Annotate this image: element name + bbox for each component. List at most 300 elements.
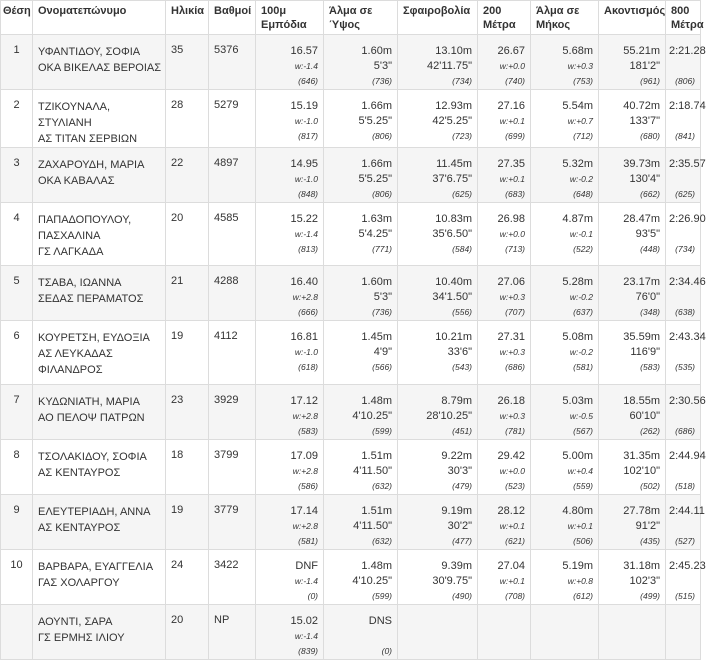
event-mark: 40.72m (623, 100, 660, 112)
athlete-name: ΥΦΑΝΤΙΔΟΥ, ΣΟΦΙΑ (38, 46, 141, 58)
cell-e7 (666, 203, 706, 266)
event-mark (481, 614, 525, 629)
event-detail: w:+0.7 (567, 116, 593, 126)
cell-place: 6 (1, 321, 33, 385)
event-mark: 27.04 (497, 560, 525, 572)
event-detail: 37'6.75" (432, 173, 472, 185)
cell-name (33, 266, 166, 321)
event-detail: w:-1.4 (294, 61, 318, 71)
event-mark: 35.59m (623, 331, 660, 343)
event-points: (543) (452, 362, 472, 372)
event-detail: w:+0.8 (567, 576, 593, 586)
cell-e2 (324, 495, 398, 550)
event-points: (599) (372, 426, 392, 436)
event-points: (806) (372, 189, 392, 199)
event-detail: w:+0.3 (499, 411, 525, 421)
athlete-name: ΤΖΙΚΟΥΝΑΛΑ, ΣΤΥΛΙΑΝΗ (38, 101, 111, 129)
cell-e4 (478, 495, 531, 550)
athlete-club: ΣΕΔΑΣ ΠΕΡΑΜΑΤΟΣ (38, 293, 144, 305)
table-row (1, 203, 701, 266)
event-detail: 102'10" (623, 465, 660, 477)
cell-name (33, 90, 166, 148)
cell-place: 9 (1, 495, 33, 550)
event-detail: w:+0.1 (499, 576, 525, 586)
event-mark: 29.42 (497, 450, 525, 462)
event-detail (327, 629, 392, 644)
event-detail: 4'10.25" (352, 575, 392, 587)
event-points: (0) (381, 646, 392, 656)
event-mark: 55.21m (623, 45, 660, 57)
event-mark: 17.09 (290, 450, 318, 462)
event-mark: 10.21m (435, 331, 472, 343)
cell-points: 4288 (209, 266, 256, 321)
athlete-name: ΖΑΧΑΡΟΥΔΗ, ΜΑΡΙΑ (38, 159, 145, 171)
athlete-club: ΓΣ ΛΑΓΚΑΔΑ (38, 246, 104, 258)
table-row (1, 266, 701, 321)
event-points: (523) (505, 481, 525, 491)
event-points: (753) (573, 76, 593, 86)
event-mark: 10.83m (435, 213, 472, 225)
table-row (1, 90, 701, 148)
event-detail: w:-1.4 (294, 229, 318, 239)
event-points: (712) (573, 131, 593, 141)
event-detail: w:+0.3 (499, 347, 525, 357)
event-mark: 26.67 (497, 45, 525, 57)
event-mark: 15.19 (290, 100, 318, 112)
cell-e5 (531, 148, 599, 203)
event-detail: w:+2.8 (292, 521, 318, 531)
cell-name (33, 605, 166, 660)
cell-age: 21 (166, 266, 209, 321)
event-detail: w:+2.8 (292, 411, 318, 421)
header-name[interactable]: Ονοματεπώνυμο (33, 1, 166, 35)
event-detail (401, 629, 472, 644)
event-mark: 5.28m (562, 276, 593, 288)
event-detail: 30'9.75" (432, 575, 472, 587)
cell-e3 (398, 495, 478, 550)
cell-name (33, 203, 166, 266)
event-detail (669, 464, 695, 479)
cell-e4 (478, 605, 531, 660)
event-detail: w:+0.1 (499, 521, 525, 531)
cell-place: 5 (1, 266, 33, 321)
cell-e2 (324, 605, 398, 660)
event-detail (481, 629, 525, 644)
cell-place: 3 (1, 148, 33, 203)
athlete-club: ΑΣ ΚΕΝΤΑΥΡΟΣ (38, 522, 121, 534)
cell-e1 (256, 440, 324, 495)
event-points: (499) (640, 591, 660, 601)
cell-e6 (599, 440, 666, 495)
event-points: (556) (452, 307, 472, 317)
header-long-jump[interactable]: Άλμα σε Μήκος (531, 1, 599, 35)
event-points: (736) (372, 76, 392, 86)
event-points: (348) (640, 307, 660, 317)
header-javelin[interactable]: Ακοντισμός (599, 1, 666, 35)
event-mark: 17.12 (290, 395, 318, 407)
athlete-name: ΠΑΣΧΑΛΙΝΑ (38, 230, 101, 242)
event-detail: 30'3" (447, 465, 472, 477)
event-points: (567) (573, 426, 593, 436)
event-detail: 130'4" (629, 173, 660, 185)
event-mark: 2:45.23 (669, 560, 706, 572)
event-points: (490) (452, 591, 472, 601)
event-mark: 5.32m (562, 158, 593, 170)
header-high-jump[interactable]: Άλμα σε Ύψος (324, 1, 398, 35)
event-mark: 31.35m (623, 450, 660, 462)
table-row (1, 35, 701, 90)
athlete-name: ΕΛΕΥΤΕΡΙΑΔΗ, ΑΝΝΑ (38, 506, 151, 518)
event-points: (813) (298, 244, 318, 254)
event-points (401, 644, 472, 659)
cell-e1 (256, 35, 324, 90)
event-detail: 91'2" (635, 520, 660, 532)
table-row (1, 605, 701, 660)
cell-e2 (324, 385, 398, 440)
cell-e3 (398, 35, 478, 90)
athlete-club: ΓΑΣ ΧΟΛΑΡΓΟΥ (38, 577, 120, 589)
event-mark: 2:30.56 (669, 395, 706, 407)
event-mark: 10.40m (435, 276, 472, 288)
cell-e5 (531, 495, 599, 550)
event-points: (479) (452, 481, 472, 491)
event-detail: 116'9" (630, 346, 660, 358)
event-mark: 23.17m (623, 276, 660, 288)
cell-e4 (478, 385, 531, 440)
header-800m[interactable]: 800 Μέτρα (666, 1, 701, 35)
header-points[interactable]: Βαθμοί (209, 1, 256, 35)
event-mark (534, 614, 593, 629)
cell-e1 (256, 266, 324, 321)
athlete-name: ΑΟΥΝΤΙ, ΣΑΡΑ (38, 616, 113, 628)
event-points: (451) (452, 426, 472, 436)
event-mark: 1.51m (361, 505, 392, 517)
cell-e6 (599, 148, 666, 203)
cell-points: 5279 (209, 90, 256, 148)
cell-e3 (398, 385, 478, 440)
event-points: (736) (372, 307, 392, 317)
event-detail: 5'3" (373, 291, 392, 303)
event-points: (817) (298, 131, 318, 141)
event-points: (448) (640, 244, 660, 254)
event-points: (0) (307, 591, 318, 601)
event-mark: 2:34.46 (669, 276, 706, 288)
event-detail: w:+0.1 (567, 521, 593, 531)
event-mark: DNS (368, 615, 392, 627)
cell-points: 5376 (209, 35, 256, 90)
cell-age: 18 (166, 440, 209, 495)
cell-e6 (599, 495, 666, 550)
cell-age: 35 (166, 35, 209, 90)
header-age[interactable]: Ηλικία (166, 1, 209, 35)
event-points: (781) (505, 426, 525, 436)
event-mark: 12.93m (435, 100, 472, 112)
cell-e7 (666, 90, 706, 148)
event-detail: 42'5.25" (432, 115, 472, 127)
event-points: (707) (505, 307, 525, 317)
event-points: (599) (372, 591, 392, 601)
athlete-club: ΓΣ ΕΡΜΗΣ ΙΛΙΟΥ (38, 632, 125, 644)
event-detail: w:+2.8 (292, 466, 318, 476)
event-points: (686) (675, 426, 695, 436)
event-mark: 16.57 (290, 45, 318, 57)
athlete-club: ΑΟ ΠΕΛΟΨ ΠΑΤΡΩΝ (38, 412, 145, 424)
cell-e6 (599, 90, 666, 148)
cell-points: 3779 (209, 495, 256, 550)
event-detail: w:-1.0 (294, 116, 318, 126)
cell-age: 20 (166, 605, 209, 660)
table-row (1, 385, 701, 440)
header-200m[interactable]: 200 Μέτρα (478, 1, 531, 35)
event-detail (669, 59, 695, 74)
event-points: (612) (573, 591, 593, 601)
cell-name (33, 385, 166, 440)
cell-place: 4 (1, 203, 33, 266)
event-detail: 34'1.50" (432, 291, 472, 303)
athlete-club: ΟΚΑ ΚΑΒΑΛΑΣ (38, 175, 115, 187)
event-detail: w:+0.3 (499, 292, 525, 302)
event-detail: w:+0.1 (499, 174, 525, 184)
cell-e6 (599, 321, 666, 385)
cell-e2 (324, 440, 398, 495)
event-points: (734) (675, 244, 695, 254)
event-detail: w:+0.0 (499, 466, 525, 476)
event-detail: 30'2" (447, 520, 472, 532)
cell-e7 (666, 321, 706, 385)
event-mark: 1.51m (361, 450, 392, 462)
athlete-name: ΑΣ ΛΕΥΚΑΔΑΣ (38, 348, 113, 360)
athlete-club: ΦΙΛΑΝΔΡΟΣ (38, 364, 103, 376)
event-detail (534, 629, 593, 644)
event-points: (435) (640, 536, 660, 546)
event-mark: 13.10m (435, 45, 472, 57)
event-detail: 93'5" (635, 228, 660, 240)
cell-name (33, 148, 166, 203)
event-points: (683) (505, 189, 525, 199)
event-points: (806) (675, 76, 695, 86)
cell-e2 (324, 203, 398, 266)
event-detail: w:+0.1 (499, 116, 525, 126)
event-detail (669, 629, 695, 644)
event-points: (502) (640, 481, 660, 491)
cell-e1 (256, 148, 324, 203)
cell-e2 (324, 266, 398, 321)
event-mark: 4.87m (562, 213, 593, 225)
event-mark: 17.14 (290, 505, 318, 517)
event-points: (713) (505, 244, 525, 254)
event-points: (708) (505, 591, 525, 601)
event-detail: w:-1.4 (294, 631, 318, 641)
event-points: (848) (298, 189, 318, 199)
event-points: (648) (573, 189, 593, 199)
cell-e2 (324, 90, 398, 148)
cell-e1 (256, 605, 324, 660)
cell-e4 (478, 35, 531, 90)
event-points: (618) (298, 362, 318, 372)
cell-name (33, 35, 166, 90)
cell-place: 7 (1, 385, 33, 440)
event-mark (669, 614, 695, 629)
cell-points: NP (209, 605, 256, 660)
event-mark (602, 614, 660, 629)
event-points: (581) (573, 362, 593, 372)
event-mark: 5.03m (562, 395, 593, 407)
event-points (481, 644, 525, 659)
cell-e3 (398, 550, 478, 605)
cell-name (33, 550, 166, 605)
cell-e2 (324, 35, 398, 90)
cell-e6 (599, 605, 666, 660)
athlete-name: ΤΣΑΒΑ, ΙΩΑΝΝΑ (38, 277, 122, 289)
cell-e5 (531, 203, 599, 266)
event-points: (518) (675, 481, 695, 491)
cell-name (33, 440, 166, 495)
event-detail: w:-1.4 (294, 576, 318, 586)
event-mark: DNF (295, 560, 318, 572)
event-mark: 5.19m (562, 560, 593, 572)
cell-e7 (666, 440, 706, 495)
cell-e4 (478, 90, 531, 148)
event-detail: 133'7" (629, 115, 660, 127)
cell-points: 3422 (209, 550, 256, 605)
header-100m-hurdles[interactable]: 100μ Εμπόδια (256, 1, 324, 35)
event-mark: 27.06 (497, 276, 525, 288)
event-mark: 2:44.11 (669, 505, 705, 517)
cell-e5 (531, 90, 599, 148)
athlete-club: ΑΣ ΚΕΝΤΑΥΡΟΣ (38, 467, 121, 479)
event-mark: 1.60m (361, 45, 392, 57)
event-points: (632) (372, 536, 392, 546)
event-detail: 42'11.75" (427, 60, 472, 72)
event-detail: w:+0.4 (567, 466, 593, 476)
cell-e6 (599, 203, 666, 266)
cell-e7 (666, 495, 705, 550)
event-detail: 76'0" (635, 291, 660, 303)
cell-e5 (531, 266, 599, 321)
event-points: (839) (298, 646, 318, 656)
cell-e3 (398, 440, 478, 495)
cell-e4 (478, 440, 531, 495)
event-points: (621) (505, 536, 525, 546)
athlete-name: ΒΑΡΒΑΡΑ, ΕΥΑΓΓΕΛΙΑ (38, 561, 154, 573)
event-detail: 5'4.25" (358, 228, 392, 240)
event-mark: 8.79m (441, 395, 472, 407)
event-points (669, 644, 695, 659)
cell-e5 (531, 440, 599, 495)
event-mark: 2:44.94 (669, 450, 706, 462)
cell-e3 (398, 266, 478, 321)
header-shot-put[interactable]: Σφαιροβολία (398, 1, 478, 35)
cell-e3 (398, 90, 478, 148)
cell-e2 (324, 321, 398, 385)
event-detail: 5'5.25" (358, 115, 392, 127)
event-detail: w:-0.2 (569, 347, 593, 357)
event-detail (669, 519, 695, 534)
cell-age: 28 (166, 90, 209, 148)
event-points: (527) (675, 536, 695, 546)
event-mark: 31.18m (623, 560, 660, 572)
event-detail: w:+0.3 (567, 61, 593, 71)
event-points: (583) (298, 426, 318, 436)
cell-name (33, 321, 166, 385)
event-mark: 1.48m (361, 560, 392, 572)
table-row (1, 321, 701, 385)
event-mark: 11.45m (436, 158, 472, 170)
event-mark: 9.19m (441, 505, 472, 517)
cell-e7 (666, 148, 706, 203)
cell-points: 4112 (209, 321, 256, 385)
cell-age: 20 (166, 203, 209, 266)
event-points: (723) (452, 131, 472, 141)
event-detail: w:-1.0 (294, 174, 318, 184)
event-detail: 5'3" (373, 60, 392, 72)
cell-e2 (324, 550, 398, 605)
event-points: (566) (372, 362, 392, 372)
cell-e5 (531, 550, 599, 605)
event-mark: 14.95 (290, 158, 318, 170)
cell-points: 4897 (209, 148, 256, 203)
cell-place: 2 (1, 90, 33, 148)
cell-e4 (478, 550, 531, 605)
event-points: (559) (573, 481, 593, 491)
cell-e7 (666, 266, 706, 321)
cell-points: 4585 (209, 203, 256, 266)
event-mark: 26.98 (497, 213, 525, 225)
event-points: (586) (298, 481, 318, 491)
event-mark: 2:43.34 (669, 331, 706, 343)
cell-age: 19 (166, 495, 209, 550)
event-mark: 2:35.57 (669, 158, 706, 170)
event-points: (662) (640, 189, 660, 199)
cell-e6 (599, 266, 666, 321)
event-detail (669, 290, 695, 305)
event-points: (262) (640, 426, 660, 436)
event-detail: w:-1.0 (294, 347, 318, 357)
cell-e4 (478, 321, 531, 385)
cell-e5 (531, 605, 599, 660)
event-mark (401, 614, 472, 629)
event-points: (806) (372, 131, 392, 141)
table-row (1, 550, 701, 605)
event-mark: 27.31 (497, 331, 525, 343)
event-mark: 2:26.90 (669, 213, 706, 225)
event-detail: w:-0.5 (569, 411, 593, 421)
event-points: (740) (505, 76, 525, 86)
event-points: (522) (573, 244, 593, 254)
cell-place: 8 (1, 440, 33, 495)
event-mark: 2:21.28 (669, 45, 706, 57)
event-detail (669, 574, 695, 589)
event-detail: 5'5.25" (358, 173, 392, 185)
event-detail: w:+2.8 (292, 292, 318, 302)
event-mark: 1.66m (361, 100, 392, 112)
cell-e1 (256, 550, 324, 605)
cell-points: 3929 (209, 385, 256, 440)
event-detail: 181'2" (629, 60, 660, 72)
event-mark: 15.22 (290, 213, 318, 225)
header-place[interactable]: Θέση (1, 1, 33, 35)
event-points: (584) (452, 244, 472, 254)
event-mark: 15.02 (290, 615, 318, 627)
event-mark: 5.00m (562, 450, 593, 462)
cell-age: 22 (166, 148, 209, 203)
cell-e7 (666, 605, 701, 660)
cell-e7 (666, 35, 706, 90)
cell-e1 (256, 203, 324, 266)
athlete-name: ΤΣΟΛΑΚΙΔΟΥ, ΣΟΦΙΑ (38, 451, 147, 463)
event-detail: w:+0.0 (499, 61, 525, 71)
cell-place: 1 (1, 35, 33, 90)
